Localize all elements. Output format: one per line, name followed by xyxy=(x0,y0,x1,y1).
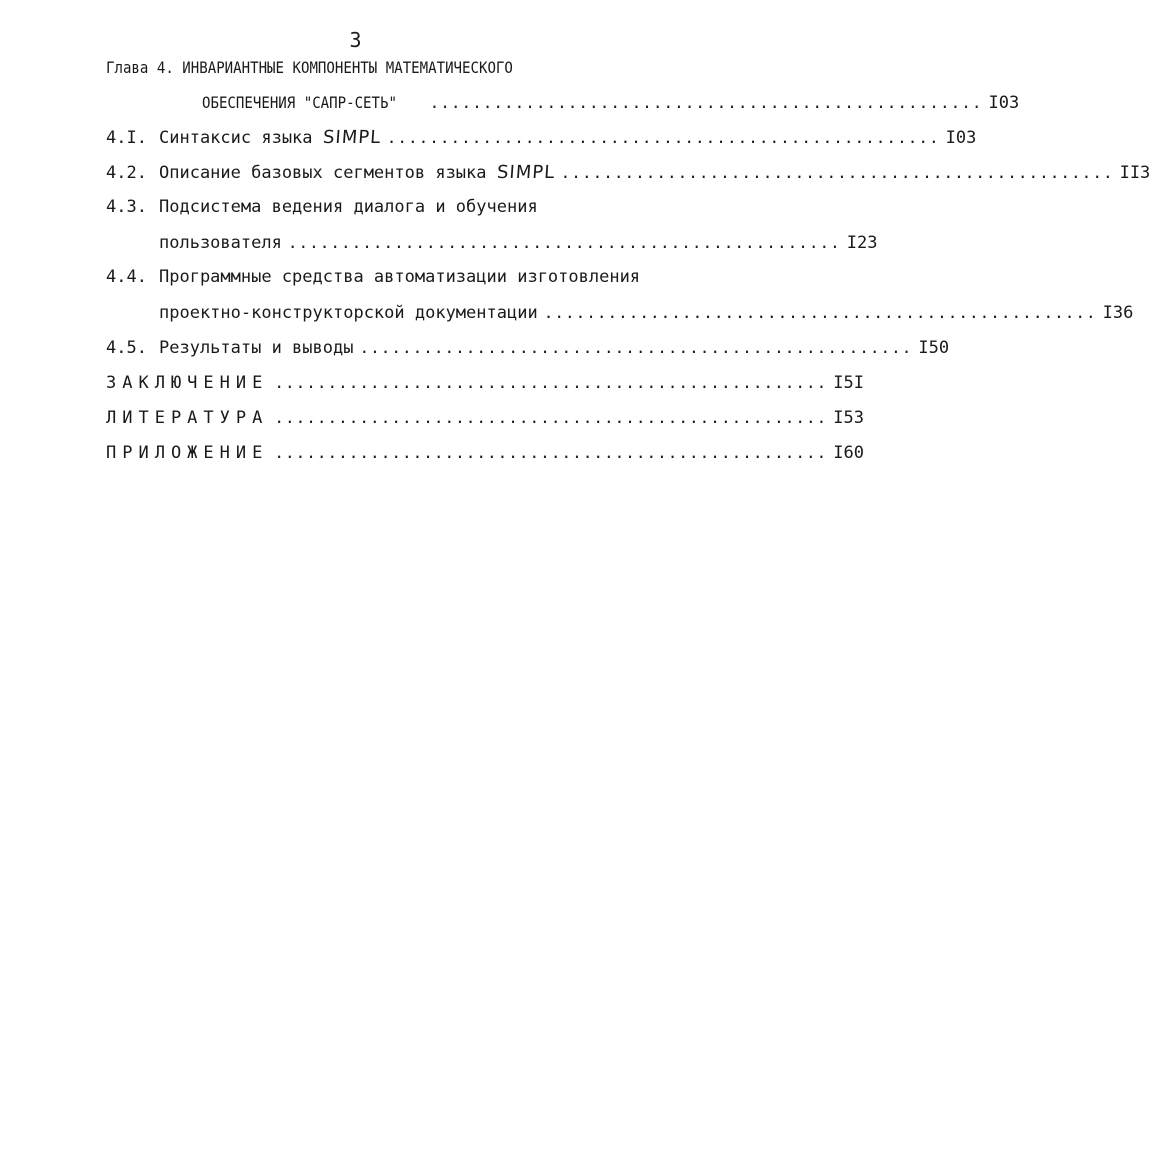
leader-dots: .................................................... xyxy=(386,128,940,147)
back-matter-title: ЗАКЛЮЧЕНИЕ xyxy=(106,373,269,393)
section-title-continued: проектно-конструкторской документации xyxy=(159,303,538,323)
leader-dots: .................................................... xyxy=(274,443,828,462)
toc-entry-conclusion[interactable] xyxy=(106,365,864,400)
chapter-heading-line-1 xyxy=(106,50,714,85)
toc-page-number: I60 xyxy=(833,443,864,463)
toc-page-number: I36 xyxy=(1102,303,1134,323)
leader-dots: .................................................... xyxy=(560,163,1114,182)
toc-entry-4-2[interactable] xyxy=(106,155,1150,190)
toc-entry-appendix[interactable] xyxy=(106,435,864,470)
toc-page-number: I03 xyxy=(988,93,1020,113)
section-number: 4.5. xyxy=(106,338,147,358)
section-number: 4.2. xyxy=(106,163,147,183)
table-of-contents xyxy=(106,50,1150,470)
handwritten-language-name: SIMPL xyxy=(495,162,556,183)
toc-entry-4-3-line-2[interactable] xyxy=(106,225,878,260)
section-title: Описание базовых сегментов языка SIMPL xyxy=(159,155,555,191)
toc-entry-4-1[interactable] xyxy=(106,120,977,155)
leader-dots: .................................................... xyxy=(287,233,841,252)
chapter-heading-subtitle: ОБЕСПЕЧЕНИЯ "САПР-СЕТЬ" xyxy=(202,93,397,112)
leader-dots: .................................................... xyxy=(274,373,828,392)
section-number: 4.3. xyxy=(106,197,147,217)
chapter-heading-title: Глава 4. ИНВАРИАНТНЫЕ КОМПОНЕНТЫ МАТЕМАТИЧЕСКОГО xyxy=(106,58,513,77)
toc-page-number: I5I xyxy=(833,373,864,393)
leader-dots: .................................................... xyxy=(359,338,913,357)
toc-entry-4-4-line-1[interactable] xyxy=(106,260,714,295)
back-matter-title: ЛИТЕРАТУРА xyxy=(106,408,269,428)
page-number: 3 xyxy=(349,28,362,52)
toc-entry-4-4-line-2[interactable] xyxy=(106,295,1134,330)
leader-dots: .................................................... xyxy=(543,303,1097,322)
section-title-continued: пользователя xyxy=(159,233,282,253)
back-matter-title: ПРИЛОЖЕНИЕ xyxy=(106,443,269,463)
handwritten-language-name: SIMPL xyxy=(321,127,382,148)
toc-page-number: I53 xyxy=(833,408,864,428)
section-title: Программные средства автоматизации изготовления xyxy=(159,267,641,287)
toc-page-number: I50 xyxy=(918,338,950,358)
leader-dots: .................................................... xyxy=(429,93,983,112)
toc-page-number: I03 xyxy=(945,128,977,148)
toc-entry-chapter[interactable] xyxy=(106,85,1020,120)
section-title: Результаты и выводы xyxy=(159,338,354,358)
toc-entry-literature[interactable] xyxy=(106,400,864,435)
section-title: Синтаксис языка SIMPL xyxy=(159,120,381,156)
section-number: 4.4. xyxy=(106,267,147,287)
section-number: 4.I. xyxy=(106,128,147,148)
toc-page-number: II3 xyxy=(1119,163,1150,183)
leader-dots: .................................................... xyxy=(274,408,828,427)
toc-entry-4-5[interactable] xyxy=(106,330,950,365)
toc-page-number: I23 xyxy=(846,233,878,253)
section-title: Подсистема ведения диалога и обучения xyxy=(159,197,538,217)
toc-entry-4-3-line-1[interactable] xyxy=(106,190,714,225)
